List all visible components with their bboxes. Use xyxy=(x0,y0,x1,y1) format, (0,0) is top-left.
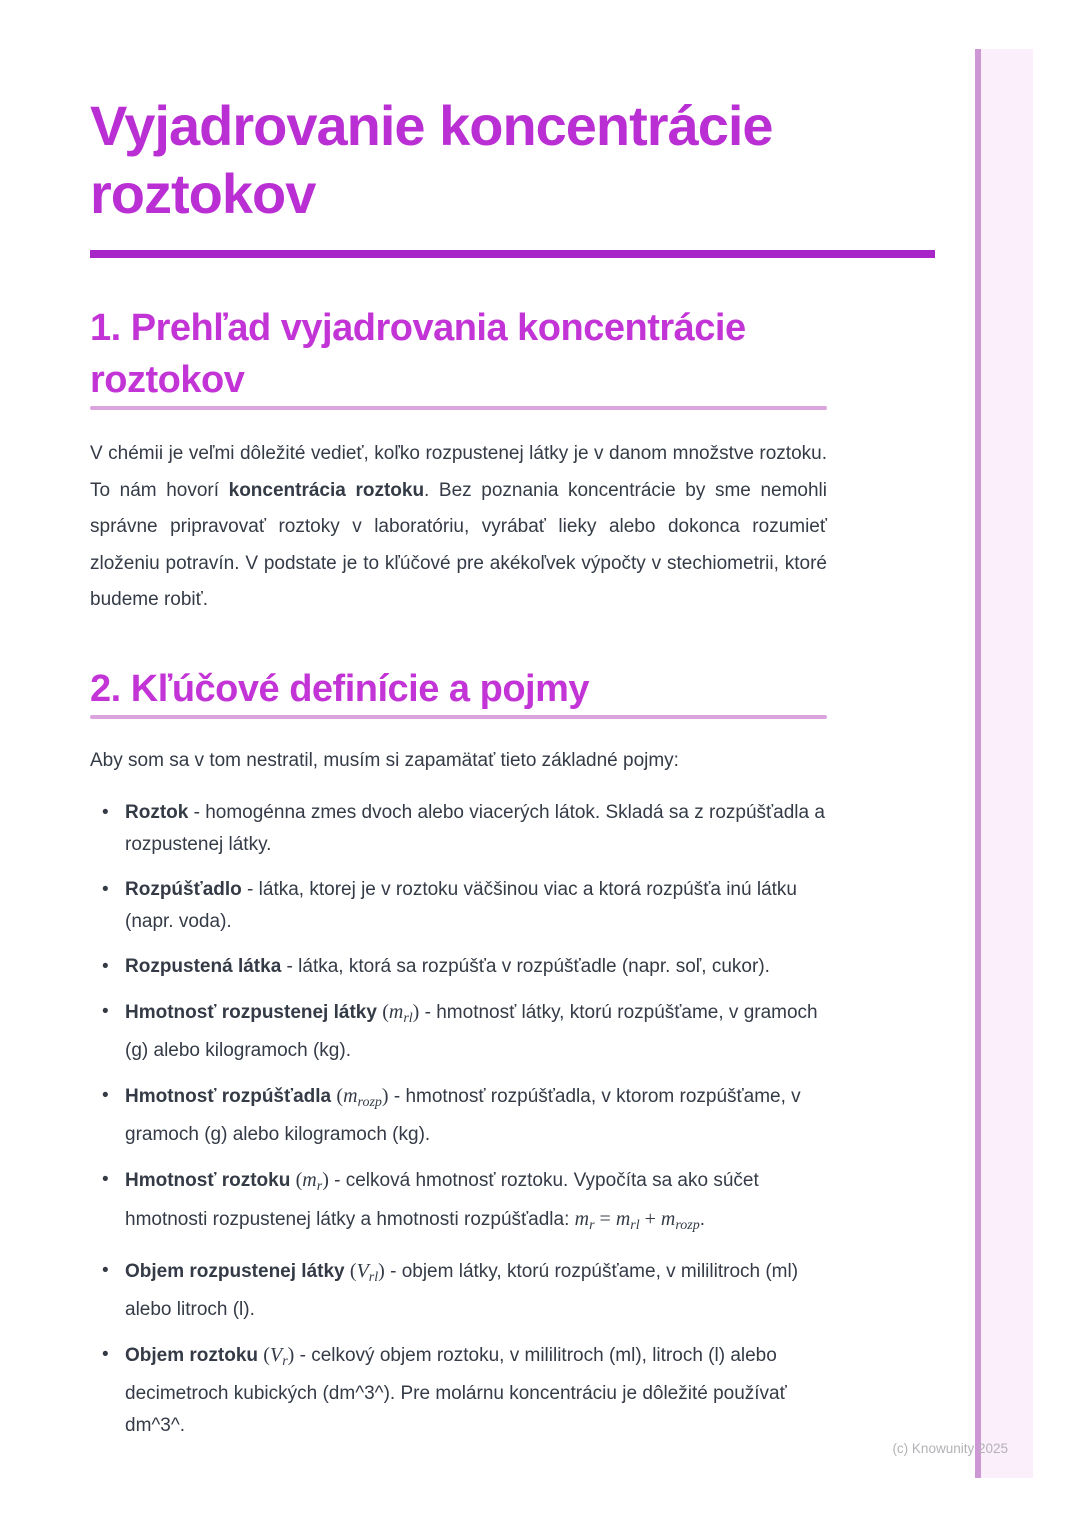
math-variable: m xyxy=(574,1208,590,1230)
math-subscript: rl xyxy=(368,1270,379,1285)
math-operator: ) xyxy=(381,1085,389,1107)
section-2-heading: 2. Kľúčové definície a pojmy xyxy=(90,667,590,710)
section-1-paragraph: V chémii je veľmi dôležité vedieť, koľko rozpustenej látky je v danom množstve roztoku. To nám hovorí koncentrácia roztoku. Bez poznania koncentrácie by sme nemohli správne pripravovať roztoky v laboratóriu, vyrábať lieky alebo dokonca rozumieť zloženiu potravín. V podstate je to kľúčové pre akékoľvek výpočty v stechiometrii, ktoré budeme robiť. xyxy=(90,443,827,610)
page-title: Vyjadrovanie koncentrácie roztokov xyxy=(90,94,773,225)
math-operator: ( xyxy=(263,1344,270,1366)
math-operator: ( xyxy=(349,1260,357,1282)
math-subscript: rozp xyxy=(357,1095,382,1110)
bold-term: koncentrácia roztoku xyxy=(228,479,425,501)
math-variable: m xyxy=(343,1085,358,1107)
definition-item: • Rozpustená látka - látka, ktorá sa rozpúšťa v rozpúšťadle (napr. soľ, cukor). xyxy=(90,951,827,983)
bold-term: Objem rozpustenej látky xyxy=(125,1261,345,1282)
math-variable: V xyxy=(269,1344,283,1366)
math-variable: m xyxy=(302,1169,317,1191)
math-operator: ) xyxy=(322,1169,329,1191)
section-definitions xyxy=(90,663,935,1443)
math-subscript: r xyxy=(589,1218,595,1233)
bold-term: Roztok xyxy=(125,802,189,823)
math-variable: m xyxy=(615,1208,631,1230)
definition-item: • Hmotnosť rozpúšťadla $(m_{rozp})$ - hmotnosť rozpúšťadla, v ktorom rozpúšťame, v gramoch (g) alebo kilogramoch (kg). xyxy=(90,1080,827,1151)
bold-term: Hmotnosť rozpustenej látky xyxy=(125,1002,377,1023)
math-subscript: rl xyxy=(403,1011,413,1026)
definitions-intro: Aby som sa v tom nestratil, musím si zapamätať tieto základné pojmy: xyxy=(90,749,679,771)
bold-term: Objem roztoku xyxy=(125,1345,259,1366)
math-operator: ) xyxy=(378,1260,385,1282)
definition-item: • Rozpúšťadlo - látka, ktorej je v roztoku väčšinou viac a ktorá rozpúšťa inú látku (napr. voda). xyxy=(90,874,827,938)
bold-term: Hmotnosť rozpúšťadla xyxy=(125,1086,332,1107)
definition-item: • Hmotnosť roztoku $(m_r)$ - celková hmotnosť roztoku. Vypočíta sa ako súčet hmotnosti rozpustenej látky a hmotnosti rozpúšťadla: $m_r = m_{rl} + m_{rozp}$. xyxy=(90,1164,827,1242)
math-subscript: rl xyxy=(630,1218,640,1233)
right-accent-stripe xyxy=(975,49,1033,1478)
definition-item: • Objem roztoku $(V_r)$ - celkový objem roztoku, v mililitroch (ml), litroch (l) alebo decimetroch kubických (dm^3^). Pre molárnu koncentráciu je dôležité používať dm^3^. xyxy=(90,1339,827,1442)
math-variable: V xyxy=(356,1260,369,1282)
math-operator: + xyxy=(639,1208,661,1230)
bold-term: Rozpúšťadlo xyxy=(125,879,242,900)
math-operator: = xyxy=(594,1208,616,1230)
math-operator: ) xyxy=(412,1001,420,1023)
math-subscript: r xyxy=(282,1354,288,1369)
bold-term: Rozpustená látka xyxy=(125,956,282,977)
definition-item: • Hmotnosť rozpustenej látky $(m_{rl})$ - hmotnosť látky, ktorú rozpúšťame, v gramoch (g) alebo kilogramoch (kg). xyxy=(90,996,827,1067)
math-subscript: rozp xyxy=(675,1218,700,1233)
section-1-divider xyxy=(90,406,827,410)
math-operator: ( xyxy=(382,1001,389,1023)
definition-item: • Roztok - homogénna zmes dvoch alebo viacerých látok. Skladá sa z rozpúšťadla a rozpustenej látky. xyxy=(90,797,827,861)
section-2-divider xyxy=(90,715,827,719)
math-operator: ) xyxy=(287,1344,295,1366)
math-operator: ( xyxy=(336,1085,344,1107)
title-divider xyxy=(90,250,935,258)
math-variable: m xyxy=(388,1001,404,1023)
definition-item: • Objem rozpustenej látky $(V_{rl})$ - objem látky, ktorú rozpúšťame, v mililitroch (ml) alebo litroch (l). xyxy=(90,1255,827,1326)
section-1-heading: 1. Prehľad vyjadrovania koncentrácie roztokov xyxy=(90,307,746,401)
bold-term: Hmotnosť roztoku xyxy=(125,1170,291,1191)
document-content xyxy=(90,0,935,1455)
math-operator: ( xyxy=(295,1169,303,1191)
copyright-notice: (c) Knowunity 2025 xyxy=(892,1441,1008,1456)
section-overview xyxy=(90,302,935,619)
definitions-list xyxy=(90,797,827,1442)
math-subscript: r xyxy=(316,1179,323,1194)
math-variable: m xyxy=(660,1208,676,1230)
